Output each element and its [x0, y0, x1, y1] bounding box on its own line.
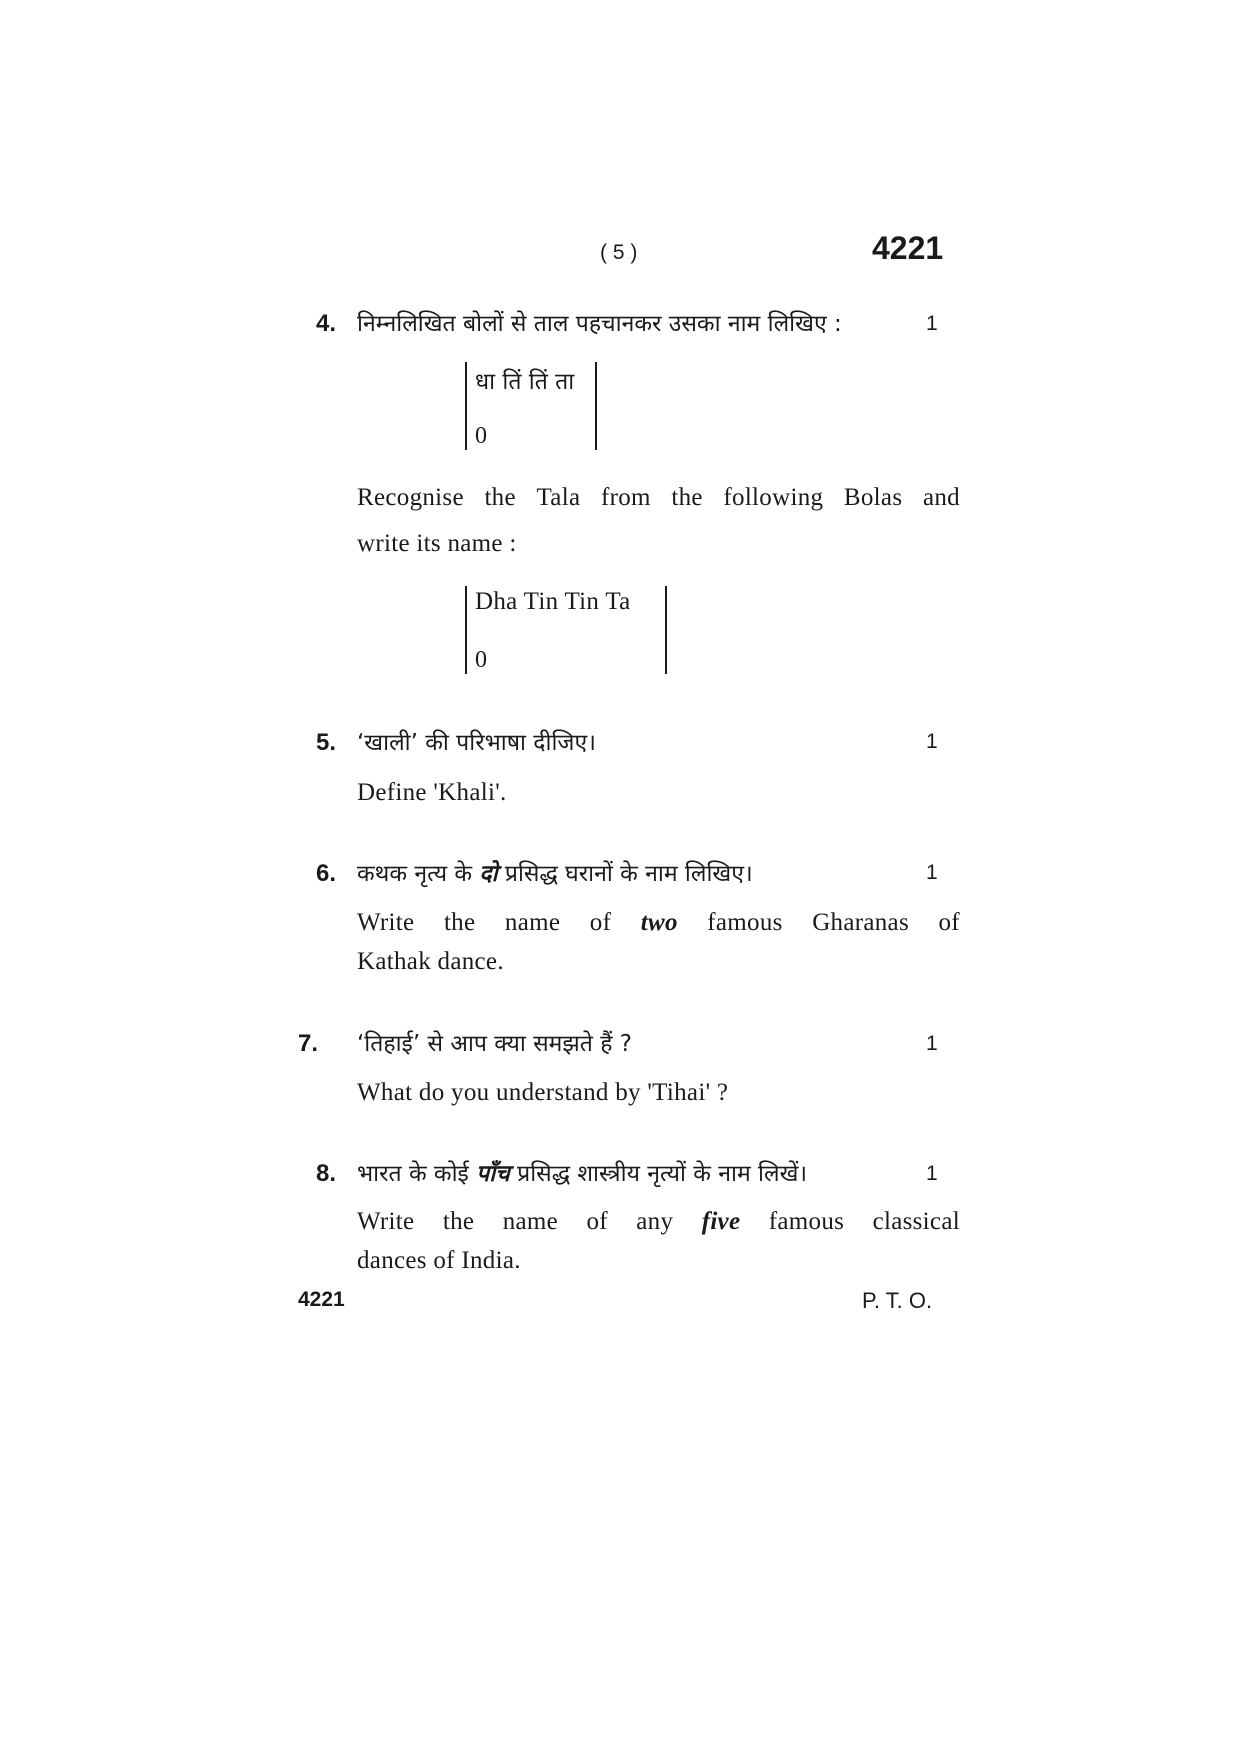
- paper-code: 4221: [872, 230, 944, 266]
- question-marks: 1: [926, 861, 938, 884]
- question-english-line-2: Kathak dance.: [357, 948, 504, 975]
- question-marks: 1: [926, 730, 938, 753]
- question-english-line-2: dances of India.: [357, 1247, 521, 1274]
- khali-mark: 0: [475, 647, 487, 673]
- bola-beats: Dha Tin Tin Ta: [475, 588, 631, 615]
- question-marks: 1: [926, 312, 938, 335]
- hindi-bola-box: [465, 362, 597, 450]
- question-hindi-text: निम्नलिखित बोलों से ताल पहचानकर उसका नाम लिखिए :: [357, 311, 842, 337]
- emphasis-word: two: [640, 909, 678, 936]
- question-number: 8.: [316, 1160, 337, 1187]
- question-number: 7.: [298, 1030, 319, 1057]
- question-hindi-text: ‘खाली’ की परिभाषा दीजिए।: [357, 730, 596, 756]
- question-english-line-1: Write the name of any five famous classical: [357, 1208, 960, 1235]
- emphasis-word: five: [701, 1208, 741, 1235]
- question-marks: 1: [926, 1032, 938, 1055]
- question-hindi-text: ‘तिहाई’ से आप क्या समझते हैं ?: [357, 1031, 632, 1057]
- page-number: ( 5 ): [600, 241, 638, 264]
- question-english-line-2: write its name :: [357, 530, 517, 557]
- english-bola-box: [465, 586, 667, 674]
- question-english-text: What do you understand by 'Tihai' ?: [357, 1079, 729, 1106]
- bola-beats: धा तिं तिं ता: [475, 369, 575, 395]
- pto-label: P. T. O.: [862, 1288, 933, 1313]
- khali-mark: 0: [475, 423, 487, 449]
- question-number: 6.: [316, 860, 337, 887]
- question-marks: 1: [926, 1162, 938, 1185]
- footer-paper-code: 4221: [298, 1288, 345, 1311]
- question-hindi-text: भारत के कोई पाँच प्रसिद्ध शास्त्रीय नृत्यों के नाम लिखें।: [357, 1161, 808, 1187]
- question-english-line-1: Recognise the Tala from the following Bolas and: [357, 484, 960, 511]
- question-english-text: Define 'Khali'.: [357, 779, 507, 806]
- question-number: 4.: [316, 310, 337, 337]
- question-english-line-1: Write the name of two famous Gharanas of: [357, 909, 960, 936]
- question-number: 5.: [316, 729, 337, 756]
- emphasis-word: दो: [479, 861, 498, 887]
- question-hindi-text: कथक नृत्य के दो प्रसिद्ध घरानों के नाम लिखिए।: [357, 861, 753, 887]
- emphasis-word: पाँच: [476, 1161, 510, 1187]
